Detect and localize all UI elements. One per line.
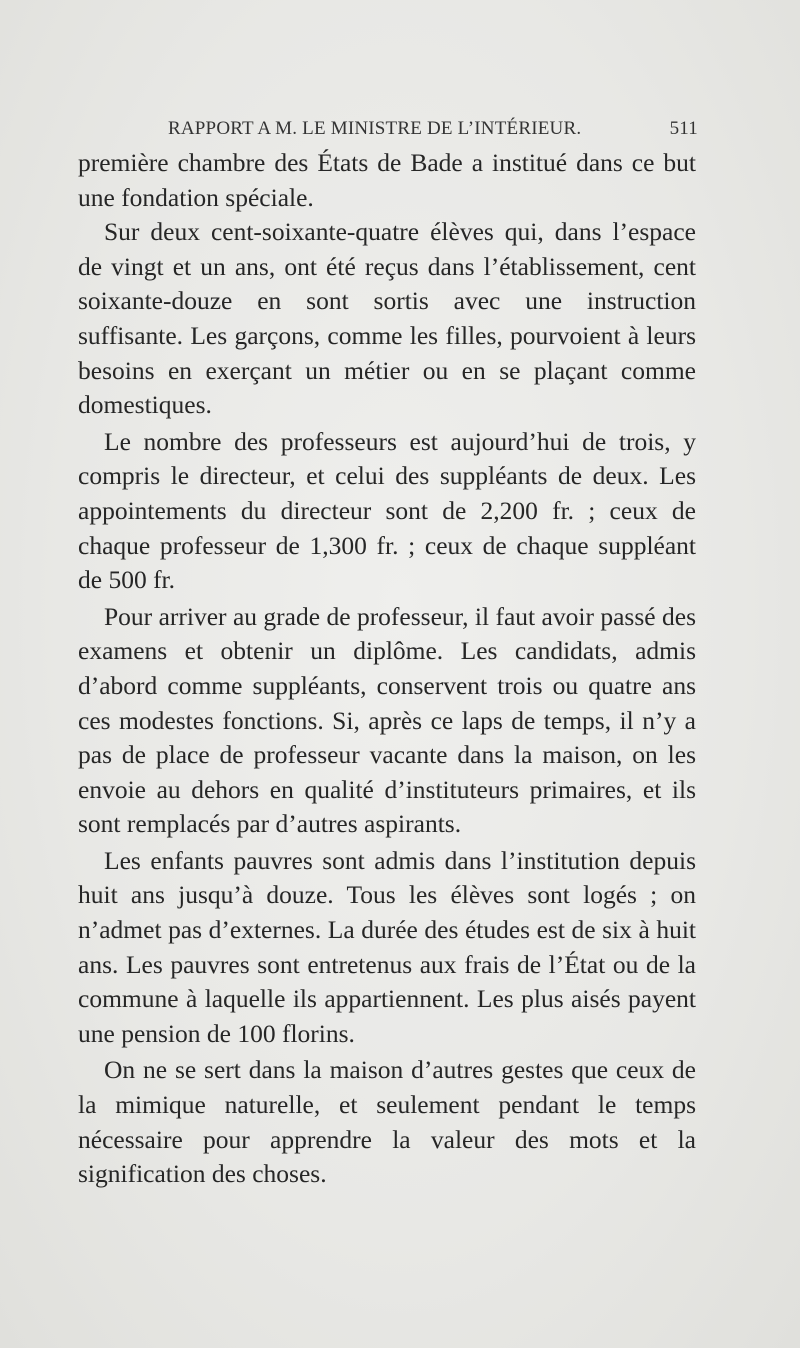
page-number: 511 [669, 118, 698, 139]
paragraph: On ne se sert dans la maison d’autres gestes que ceux de la mimique naturelle, et seulement pendant le temps nécessaire pour apprendre la valeur des mots et la signification des choses. [78, 1055, 696, 1189]
paragraph: Le nombre des professeurs est aujourd’hui de trois, y compris le directeur, et celui des suppléants de deux. Les appointements du directeur sont de 2,200 fr. ; ceux de chaque professeur de 1,300 fr. ; ceux de chaque suppléant de 500 fr. [78, 426, 696, 595]
paragraph: Sur deux cent-soixante-quatre élèves qui, dans l’espace de vingt et un ans, ont été reçus dans l’établissement, cent soixante-douze en sont sortis avec une instruction suffisante. Les garçons, comme les filles, pourvoient à leurs besoins en exerçant un métier ou en se plaçant comme domestiques. [78, 217, 696, 420]
paragraph: Pour arriver au grade de professeur, il faut avoir passé des examens et obtenir un diplôme. Les candidats, admis d’abord comme suppléants, conservent trois ou quatre ans ces modestes fonctions. Si, après ce laps de temps, il n’y a pas de place de professeur vacante dans la maison, on les envoie au dehors en qualité d’instituteurs primaires, et ils sont remplacés par d’autres aspirants. [78, 601, 696, 839]
running-header [168, 118, 698, 144]
running-title: RAPPORT A M. LE MINISTRE DE L’INTÉRIEUR. [168, 118, 582, 139]
paragraph-continuation: première chambre des États de Bade a institué dans ce but une fondation spéciale. [78, 148, 696, 212]
paragraph: Les enfants pauvres sont admis dans l’institution depuis huit ans jusqu’à douze. Tous les élèves sont logés ; on n’admet pas d’externes. La durée des études est de six à huit ans. Les pauvres sont entretenus aux frais de l’État ou de la commune à laquelle ils appartiennent. Les plus aisés payent une pension de 100 florins. [78, 845, 696, 1048]
body-text [78, 146, 696, 1192]
